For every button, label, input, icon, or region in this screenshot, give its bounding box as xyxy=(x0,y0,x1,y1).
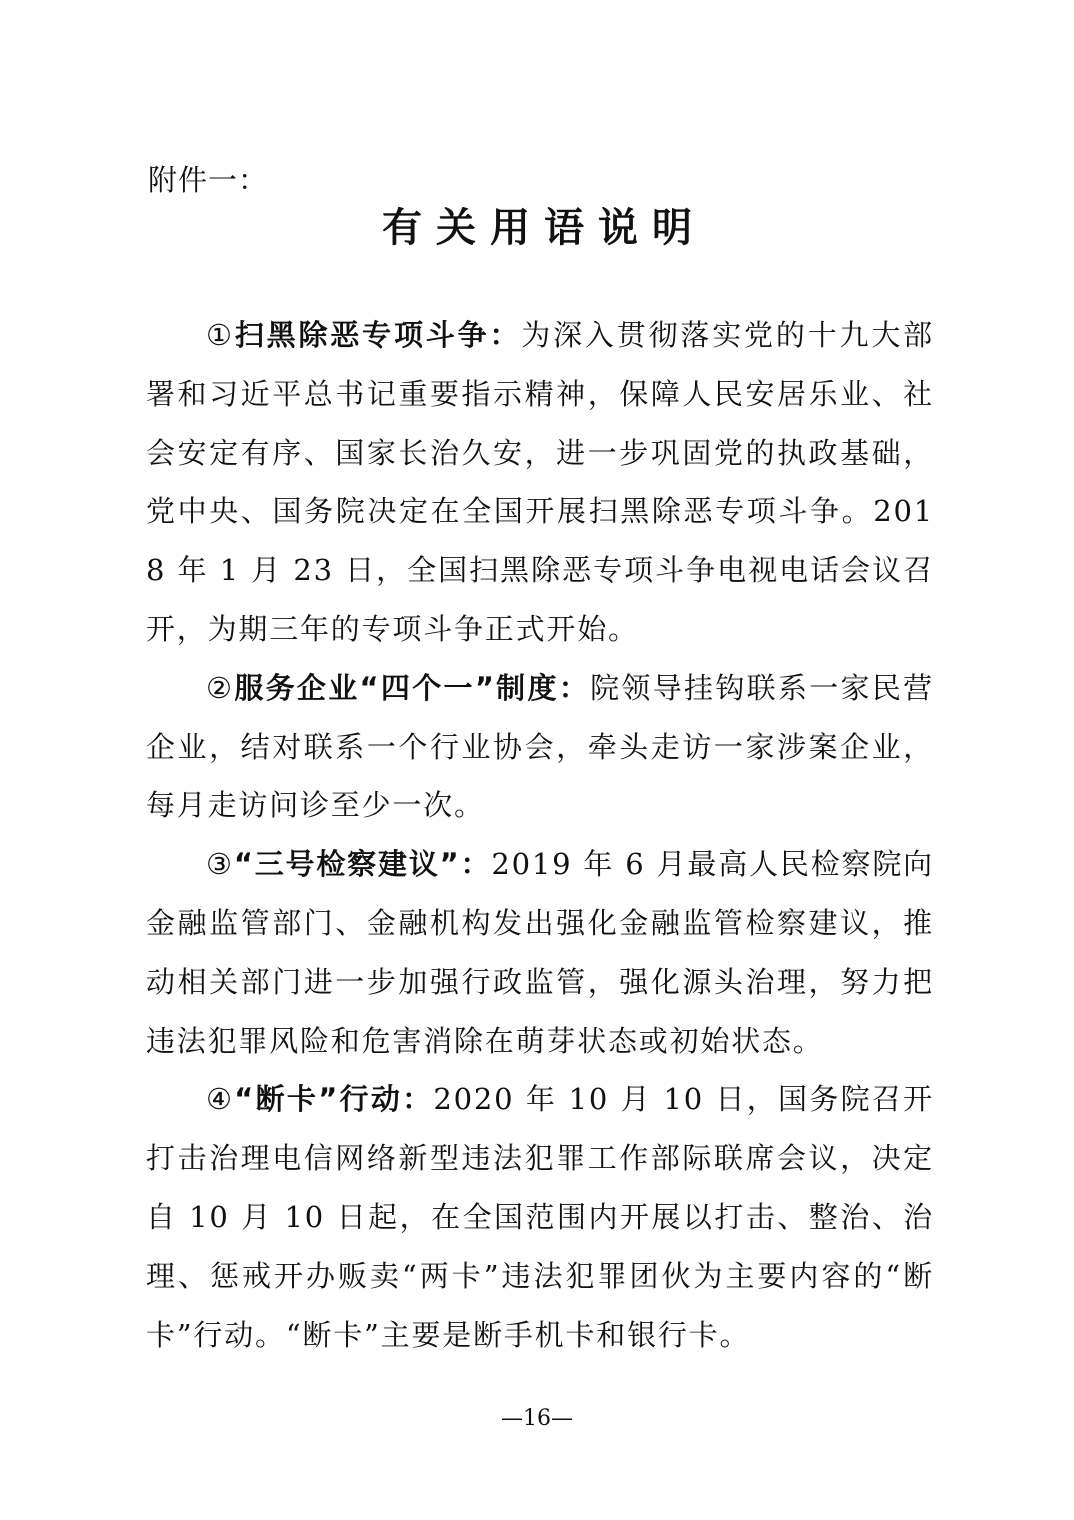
attachment-label: 附件一： xyxy=(148,163,269,197)
term-text-1: 为深入贯彻落实党的十九大部署和习近平总书记重要指示精神，保障人民安居乐业、社会安定有序、国家长治久安，进一步巩固党的执政基础，党中央、国务院决定在全国开展扫黑除恶专项斗争。2018 年 1 月 23 日，全国扫黑除恶专项斗争电视电话会议召开，为期三年的专项斗争正式开始。 xyxy=(146,318,934,646)
term-text-3: 2019 年 6 月最高人民检察院向金融监管部门、金融机构发出强化金融监管检察建议，推动相关部门进一步加强行政监管，强化源头治理，努力把违法犯罪风险和危害消除在萌芽状态或初始状态。 xyxy=(146,847,934,1058)
term-marker-4: ④ xyxy=(206,1082,235,1117)
term-definition-4 xyxy=(146,1070,934,1364)
term-text-2: 院领导挂钩联系一家民营企业，结对联系一个行业协会，牵头走访一家涉案企业，每月走访问诊至少一次。 xyxy=(146,670,934,823)
document-body xyxy=(146,306,934,1364)
term-definition-3 xyxy=(146,835,934,1070)
term-name-4: “断卡”行动： xyxy=(234,1082,434,1117)
page-number: —16— xyxy=(501,1406,573,1431)
term-name-2: 服务企业“四个一”制度： xyxy=(234,670,591,705)
term-name-1: 扫黑除恶专项斗争： xyxy=(234,318,522,352)
term-marker-3: ③ xyxy=(206,847,234,882)
term-definition-2 xyxy=(146,659,934,835)
document-title: 有关用语说明 xyxy=(382,204,706,251)
term-marker-1: ① xyxy=(206,318,235,352)
term-marker-2: ② xyxy=(206,670,235,705)
term-text-4: 2020 年 10 月 10 日，国务院召开打击治理电信网络新型违法犯罪工作部际联席会议，决定自 10 月 10 日起，在全国范围内开展以打击、整治、治理、惩戒开办贩卖“两卡”违法犯罪团伙为主要内容的“断卡”行动。“断卡”主要是断手机卡和银行卡。 xyxy=(146,1082,934,1352)
term-definition-1 xyxy=(146,306,934,659)
term-name-3: “三号检察建议”： xyxy=(233,847,492,882)
